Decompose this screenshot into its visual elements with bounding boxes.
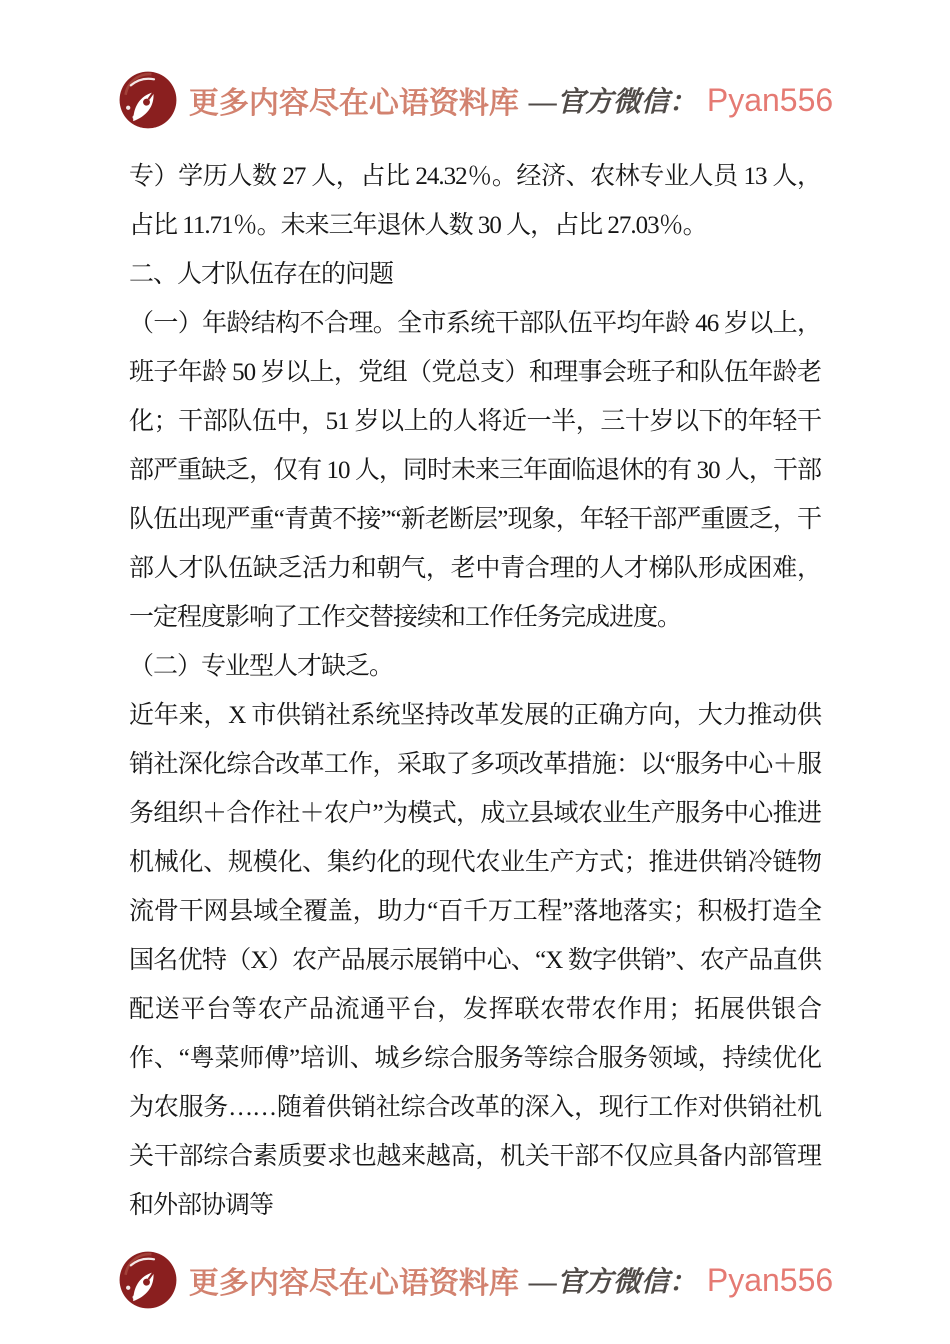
watermark-text: 更多内容尽在心语资料库	[188, 87, 519, 120]
watermark-header	[0, 64, 950, 136]
paragraph: 近年来，X 市供销社系统坚持改革发展的正确方向，大力推动供销社深化综合改革工作，采取了多项改革措施：以“服务中心＋服务组织＋合作社＋农户”为模式，成立县域农业生产服务中心推进机械化、规模化、集约化的现代农业生产方式；推进供销冷链物流骨干网县域全覆盖，助力“百千万工程”落地落实；积极打造全国名优特（X）农产品展示展销中心、“X 数字供销”、农产品直供配送平台等农产品流通平台，发挥联农带农作用；拓展供银合作、“粤菜师傅”培训、城乡综合服务等综合服务领域，持续优化为农服务……随着供销社综合改革的深入，现行工作对供销社机关干部综合素质要求也越来越高，机关干部不仅应具备内部管理和外部协调等	[129, 702, 821, 1219]
paragraph: （一）年龄结构不合理。全市系统干部队伍平均年龄 46 岁以上，班子年龄 50 岁以上，党组（党总支）和理事会班子和队伍年龄老化；干部队伍中，51 岁以上的人将近一半，三十岁以下的年轻干部严重缺乏，仅有 10 人，同时未来三年面临退休的有 30 人，干部队伍出现严重“青黄不接”“新老断层”现象，年轻干部严重匮乏，干部人才队伍缺乏活力和朝气，老中青合理的人才梯队形成困难，一定程度影响了工作交替接续和工作任务完成进度。	[129, 310, 821, 631]
paragraph-heading: （二）专业型人才缺乏。	[129, 653, 394, 680]
watermark-wechat-label: —官方微信：	[528, 87, 697, 118]
pen-nib-logo-icon	[117, 69, 179, 131]
watermark-wechat-id: Pyan556	[706, 1261, 834, 1298]
watermark-text: 更多内容尽在心语资料库	[188, 1267, 519, 1300]
watermark-wechat-id: Pyan556	[706, 81, 834, 118]
paragraph: 专）学历人数 27 人，占比 24.32％。经济、农林专业人员 13 人，占比 11.71％。未来三年退休人数 30 人，占比 27.03％。	[129, 163, 821, 239]
watermark-wechat-label: —官方微信：	[528, 1267, 697, 1298]
pen-nib-logo-icon	[117, 1249, 179, 1311]
paragraph-heading: 二、人才队伍存在的问题	[129, 261, 394, 288]
document-body	[129, 152, 821, 1230]
watermark-footer	[0, 1244, 950, 1316]
